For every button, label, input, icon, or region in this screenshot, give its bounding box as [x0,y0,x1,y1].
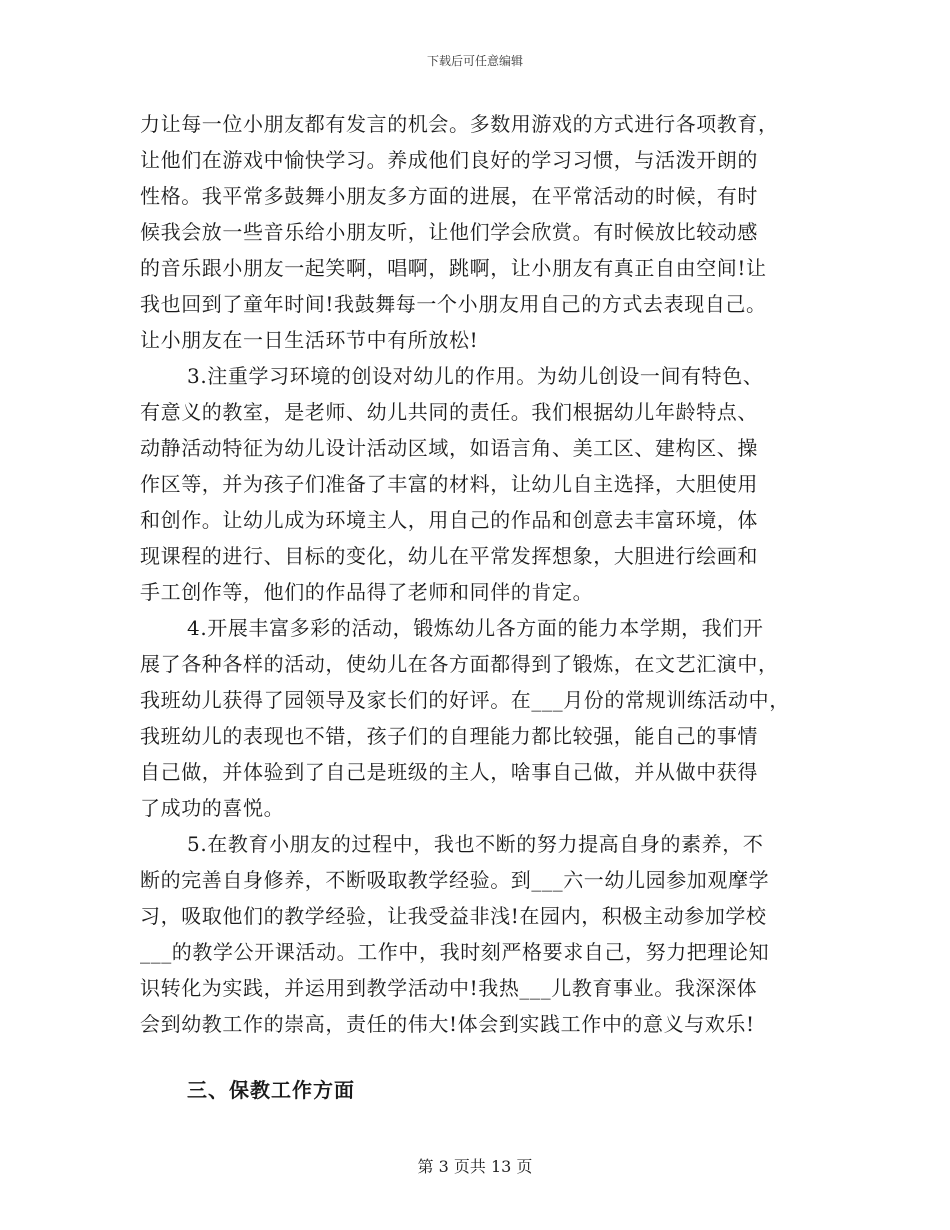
paragraph-line: 性格。我平常多鼓舞小朋友多方面的进展，在平常活动的时候，有时 [140,184,758,208]
paragraph-line: 5.在教育小朋友的过程中，我也不断的努力提高自身的素养，不 [187,832,764,856]
paragraph-line: 手工创作等，他们的作品得了老师和同伴的肯定。 [140,580,594,604]
paragraph-line: 让小朋友在一日生活环节中有所放松! [140,328,479,352]
paragraph-line: 了成功的喜悦。 [140,796,285,820]
page-header: 下载后可任意编辑 [426,54,523,68]
paragraph-line: 我班幼儿获得了园领导及家长们的好评。在___月份的常规训练活动中， [140,688,790,712]
paragraph-line: 展了各种各样的活动，使幼儿在各方面都得到了锻炼，在文艺汇演中， [140,652,779,676]
paragraph-line: 我班幼儿的表现也不错，孩子们的自理能力都比较强，能自己的事情 [140,724,758,748]
paragraph-line: 会到幼教工作的崇高，责任的伟大!体会到实践工作中的意义与欢乐! [140,1012,755,1036]
paragraph-line: 候我会放一些音乐给小朋友听，让他们学会欣赏。有时候放比较动感 [140,220,758,244]
paragraph-line: 的音乐跟小朋友一起笑啊，唱啊，跳啊，让小朋友有真正自由空间!让 [140,256,767,280]
paragraph-line: 断的完善自身修养，不断吸取教学经验。到___六一幼儿园参加观摩学 [140,868,770,892]
paragraph-line: 现课程的进行、目标的变化，幼儿在平常发挥想象，大胆进行绘画和 [140,544,758,568]
paragraph-line: 我也回到了童年时间!我鼓舞每一个小朋友用自己的方式去表现自己。 [140,292,767,316]
paragraph-line: 3.注重学习环境的创设对幼儿的作用。为幼儿创设一间有特色、 [187,364,764,388]
paragraph-line: 自己做，并体验到了自己是班级的主人，啥事自己做，并从做中获得 [140,760,758,784]
page-footer: 第 3 页共 13 页 [417,1157,533,1176]
paragraph-line: 和创作。让幼儿成为环境主人，用自己的作品和创意去丰富环境，体 [140,508,758,532]
section-heading: 三、保教工作方面 [187,1078,355,1102]
paragraph-line: ___的教学公开课活动。工作中，我时刻严格要求自己，努力把理论知 [140,940,770,964]
paragraph-line: 让他们在游戏中愉快学习。养成他们良好的学习习惯，与活泼开朗的 [140,148,758,172]
paragraph-line: 动静活动特征为幼儿设计活动区域，如语言角、美工区、建构区、操 [140,436,758,460]
paragraph-line: 识转化为实践，并运用到教学活动中!我热___儿教育事业。我深深体 [140,976,758,1000]
paragraph-line: 作区等，并为孩子们准备了丰富的材料，让幼儿自主选择，大胆使用 [140,472,758,496]
paragraph-line: 有意义的教室，是老师、幼儿共同的责任。我们根据幼儿年龄特点、 [140,400,758,424]
body-text [140,106,820,1042]
paragraph-line: 4.开展丰富多彩的活动，锻炼幼儿各方面的能力本学期，我们开 [187,616,764,640]
paragraph-line: 习，吸取他们的教学经验，让我受益非浅!在园内，积极主动参加学校 [140,904,767,928]
paragraph-line: 力让每一位小朋友都有发言的机会。多数用游戏的方式进行各项教育， [140,112,779,136]
